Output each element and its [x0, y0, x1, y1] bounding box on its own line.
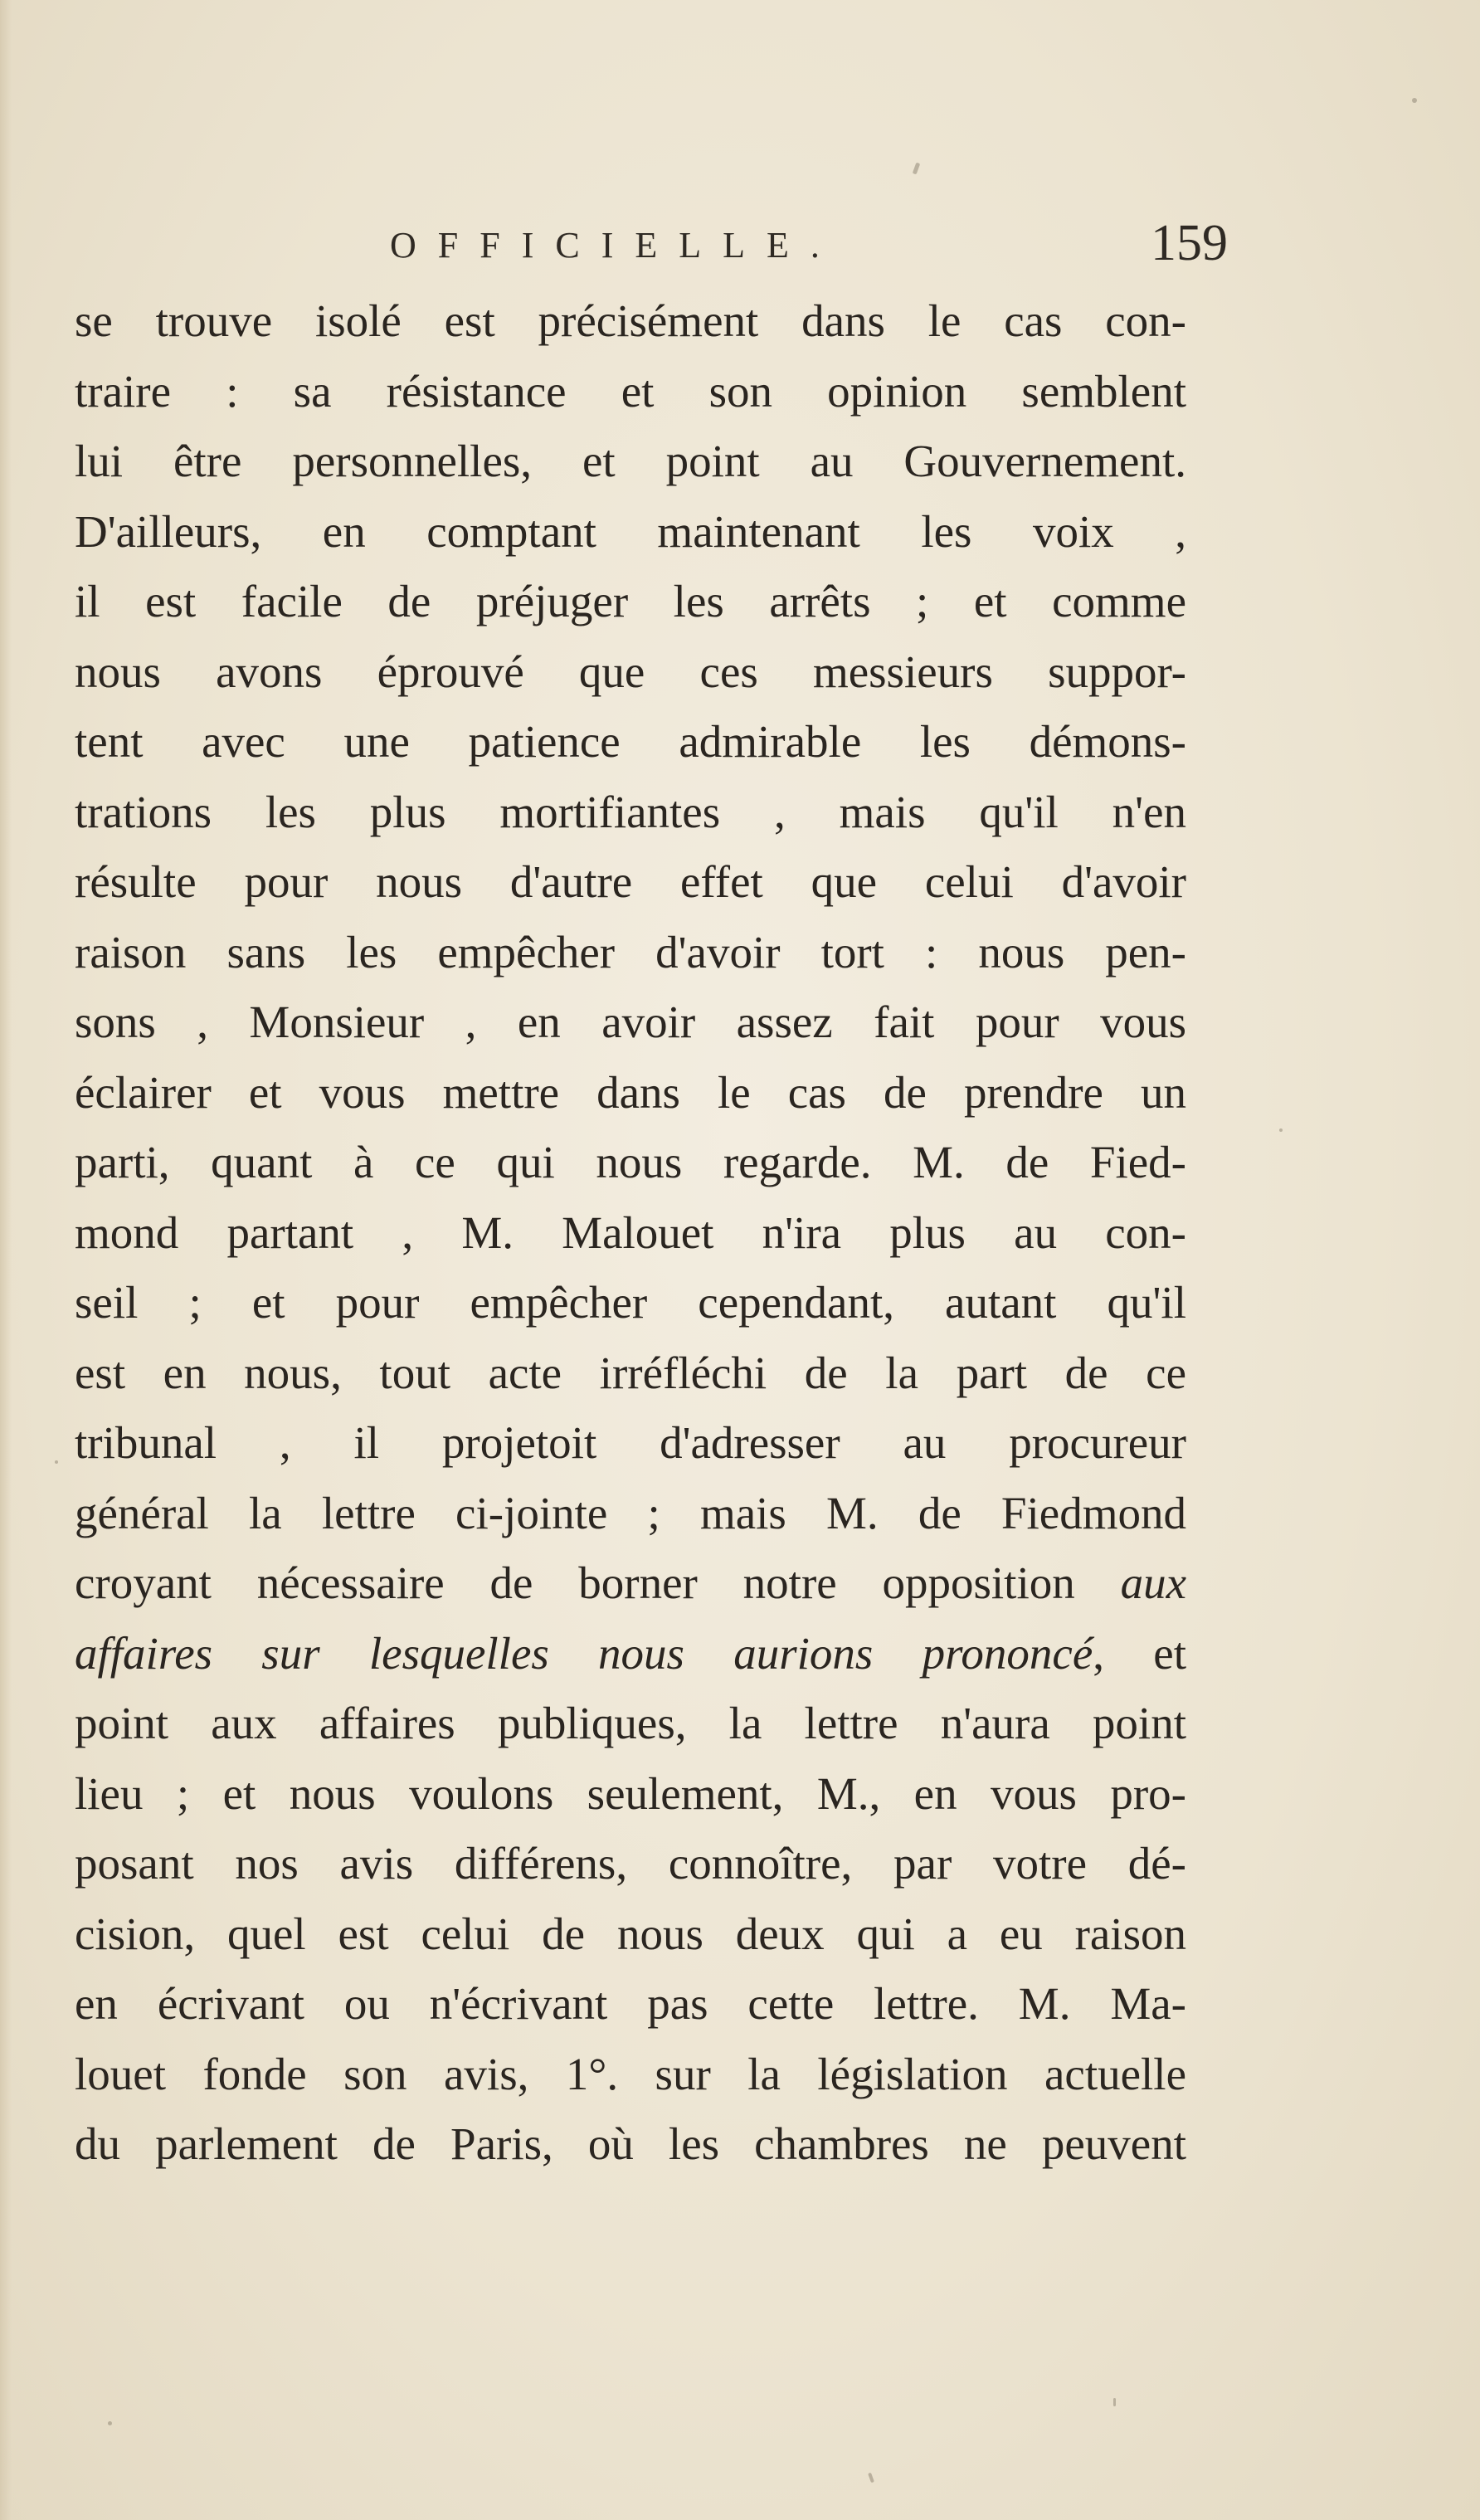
text-line: éclairer et vous mettre dans le cas de prendre un	[75, 1066, 1186, 1118]
page-header	[75, 214, 1228, 280]
paper-speck	[1279, 1128, 1283, 1132]
text-line: louet fonde son avis, 1°. sur la législation actuelle	[75, 2048, 1186, 2099]
text-line: lui être personnelles, et point au Gouvernement.	[75, 436, 1186, 486]
text-line: nous avons éprouvé que ces messieurs suppor-	[75, 646, 1186, 697]
text-line: parti, quant à ce qui nous regarde. M. de Fied-	[75, 1137, 1186, 1187]
paper-speck	[913, 163, 920, 175]
text-italic: aux	[1120, 1557, 1186, 1608]
page-gutter-shadow	[0, 0, 12, 2520]
paper-speck	[1113, 2398, 1116, 2406]
text-line: traire : sa résistance et son opinion semblent	[75, 365, 1186, 417]
text-line: lieu ; et nous voulons seulement, M., en vous pro-	[75, 1767, 1186, 1819]
text-line: raison sans les empêcher d'avoir tort : nous pen-	[75, 926, 1186, 977]
text-line: se trouve isolé est précisément dans le cas con-	[75, 295, 1186, 346]
text-line-mixed	[75, 1619, 1186, 1689]
text-line-mixed	[75, 1548, 1186, 1619]
text-roman: croyant nécessaire de borner notre opposition	[75, 1557, 1121, 1608]
text-roman: , et	[1093, 1627, 1186, 1679]
text-line: trations les plus mortifiantes , mais qu'il n'en	[75, 786, 1186, 837]
page-number: 159	[1151, 215, 1228, 271]
text-line: du parlement de Paris, où les chambres ne peuvent	[75, 2118, 1186, 2169]
text-line: sons , Monsieur , en avoir assez fait pour vous	[75, 997, 1186, 1047]
text-line: posant nos avis différens, connoître, par votre dé-	[75, 1838, 1186, 1889]
running-head: OFFICIELLE.	[390, 225, 841, 266]
paper-speck	[868, 2473, 874, 2483]
text-line: tribunal , il projetoit d'adresser au procureur	[75, 1417, 1186, 1468]
body-text	[75, 286, 1186, 2180]
text-line: tent avec une patience admirable les démons-	[75, 716, 1186, 767]
text-italic: affaires sur lesquelles nous aurions prononcé	[75, 1627, 1093, 1679]
text-line: D'ailleurs, en comptant maintenant les voix ,	[75, 505, 1186, 557]
text-line: il est facile de préjuger les arrêts ; et comme	[75, 576, 1186, 626]
text-line: point aux affaires publiques, la lettre n'aura point	[75, 1698, 1186, 1748]
text-line: est en nous, tout acte irréfléchi de la part de ce	[75, 1347, 1186, 1398]
paper-speck	[108, 2421, 112, 2425]
paper-speck	[1412, 98, 1417, 103]
paper-speck	[55, 1460, 58, 1464]
text-line: seil ; et pour empêcher cependant, autant qu'il	[75, 1277, 1186, 1328]
text-line: résulte pour nous d'autre effet que celui d'avoir	[75, 856, 1186, 907]
text-line: mond partant , M. Malouet n'ira plus au con-	[75, 1206, 1186, 1258]
text-line: en écrivant ou n'écrivant pas cette lettre. M. Ma-	[75, 1978, 1186, 2029]
text-line: cision, quel est celui de nous deux qui a eu raison	[75, 1908, 1186, 1959]
text-line: général la lettre ci-jointe ; mais M. de Fiedmond	[75, 1487, 1186, 1538]
